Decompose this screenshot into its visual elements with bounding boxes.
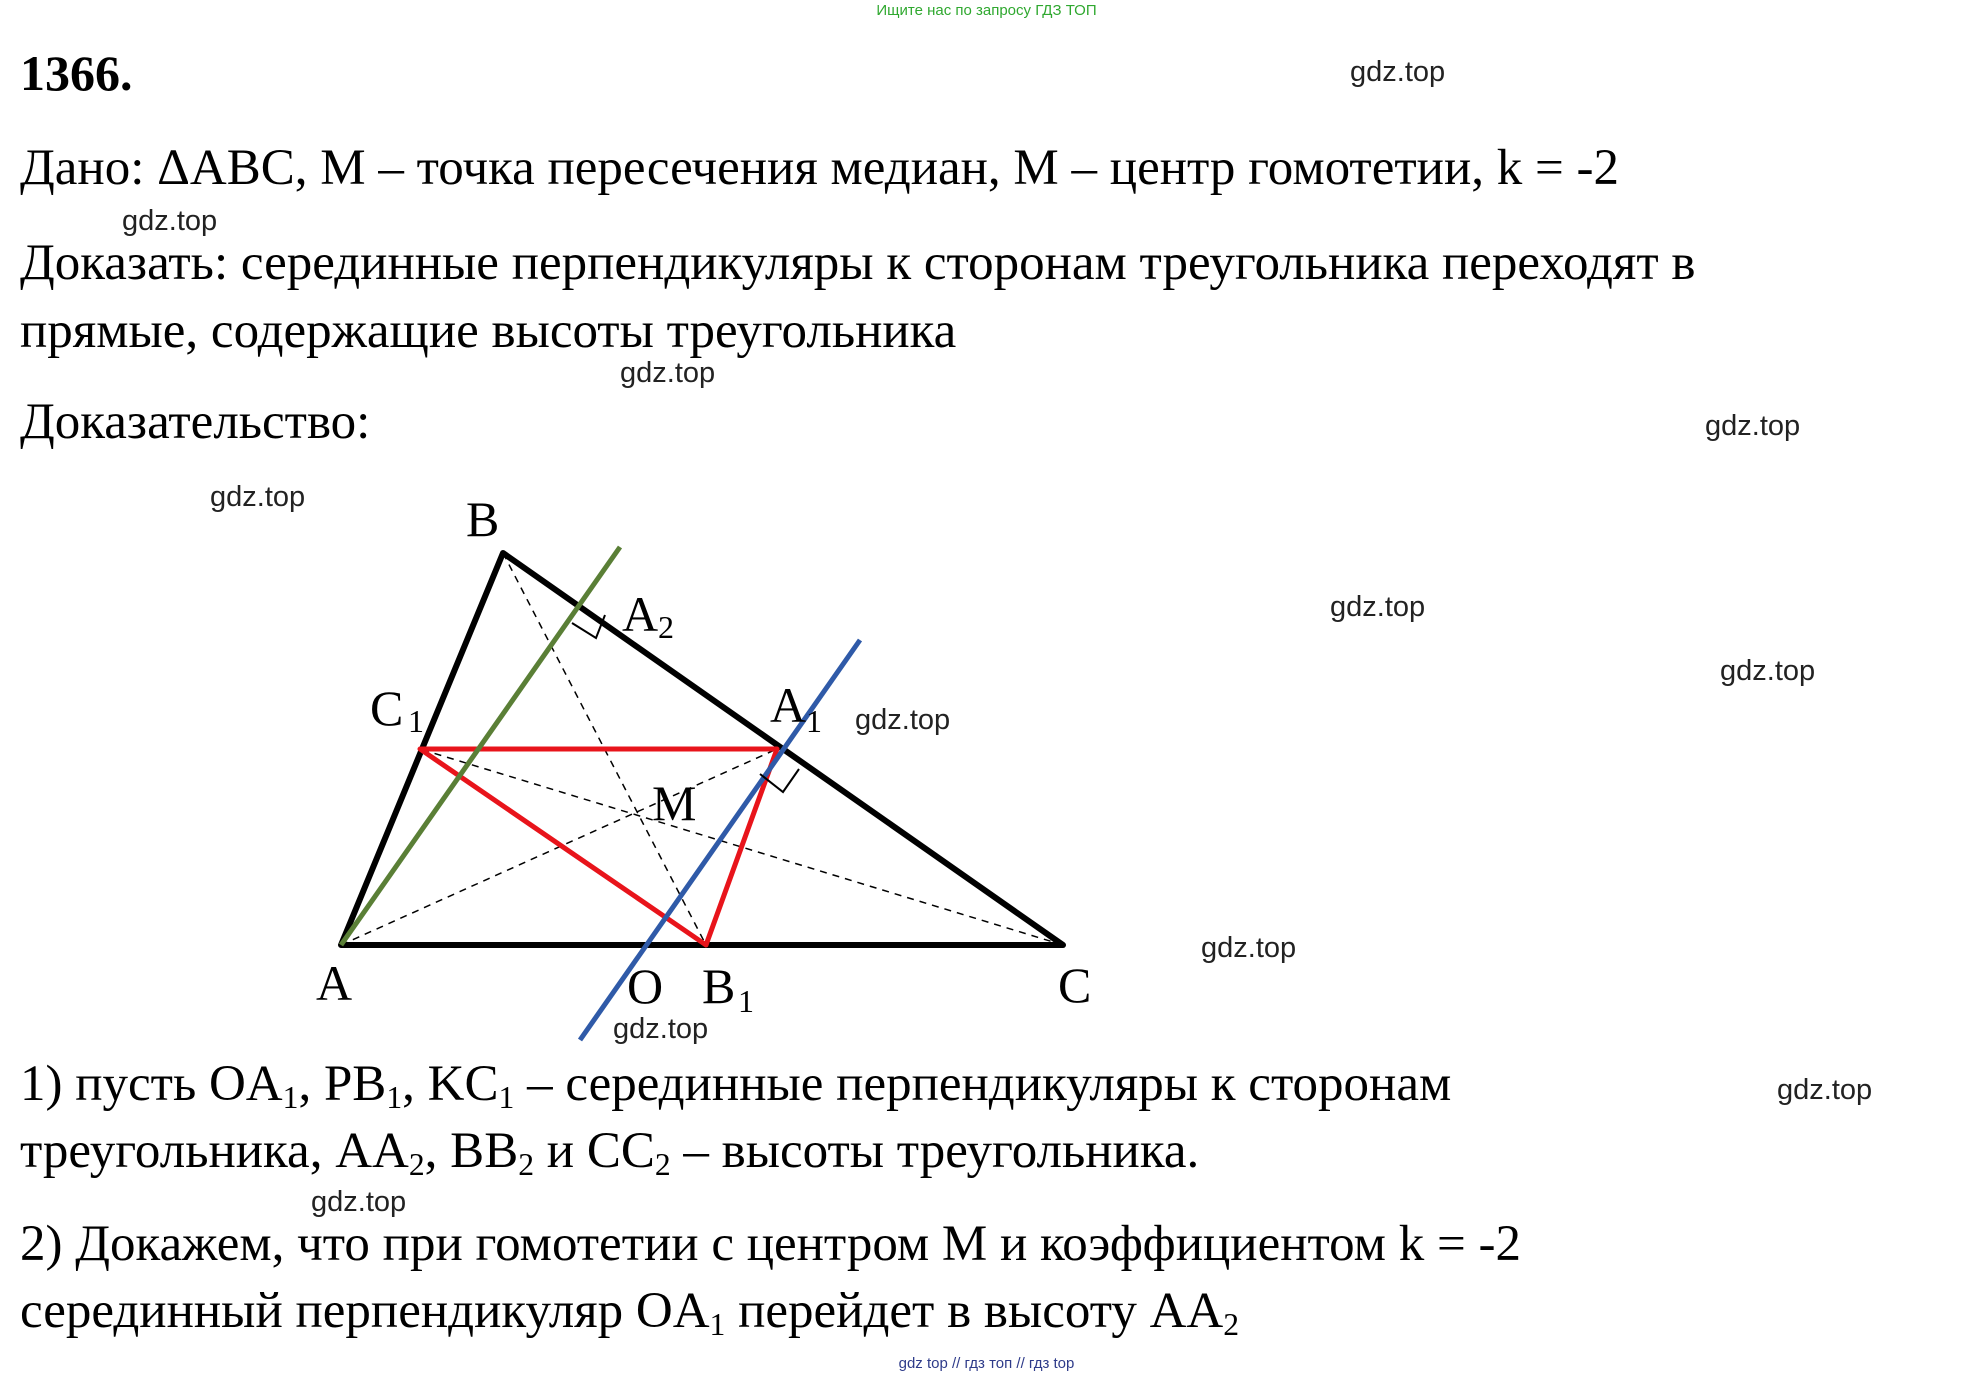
top-banner: Ищите нас по запросу ГДЗ ТОП [876,2,1097,19]
watermark: gdz.top [1350,56,1446,88]
given-text: Дано: ΔABC, M – точка пересечения медиан, M – центр гомотетии, k = -2 [20,140,1619,196]
watermark: gdz.top [1720,655,1816,687]
watermark: gdz.top [613,1013,709,1045]
label-c1: C [370,680,404,736]
label-c1-sub: 1 [408,703,424,739]
watermark: gdz.top [210,481,306,513]
label-a: A [316,955,353,1011]
label-a2-sub: 2 [658,609,674,645]
label-c: C [1058,957,1092,1013]
label-b1: B [702,958,736,1014]
label-a1-sub: 1 [806,703,822,739]
watermark: gdz.top [122,205,218,237]
label-m: M [652,775,697,831]
label-a1: A [770,677,807,733]
watermark: gdz.top [1705,410,1801,442]
step-1-line-2: треугольника, $AA_2$, $BB_2$ и $CC_2$ – высоты треугольника. [20,1123,1200,1182]
label-o: O [627,958,664,1014]
proof-heading: Доказательство: [20,394,371,450]
step-1-line-1: 1) пусть $OA_1$, $PB_1$, $KC_1$ – серединные перпендикуляры к сторонам [20,1056,1452,1115]
prove-line-2: прямые, содержащие высоты треугольника [20,303,957,359]
step-2-line-2: серединный перпендикуляр $OA_1$ перейдет в высоту $AA_2$ [20,1283,1240,1342]
label-b: B [466,491,500,547]
watermark: gdz.top [1330,591,1426,623]
watermark: gdz.top [311,1186,407,1218]
footer-banner: gdz top // гдз топ // гдз top [898,1355,1075,1372]
label-b1-sub: 1 [738,983,754,1019]
medial-triangle [420,749,777,945]
problem-number: 1366. [20,45,133,101]
label-a2: A [622,586,659,642]
watermark: gdz.top [1777,1074,1873,1106]
step-2-line-1: 2) Докажем, что при гомотетии с центром M и коэффициентом k = -2 [20,1216,1521,1272]
watermark: gdz.top [855,704,951,736]
watermark: gdz.top [1201,932,1297,964]
prove-line-1: Доказать: серединные перпендикуляры к сторонам треугольника переходят в [20,235,1696,291]
watermark: gdz.top [620,357,716,389]
